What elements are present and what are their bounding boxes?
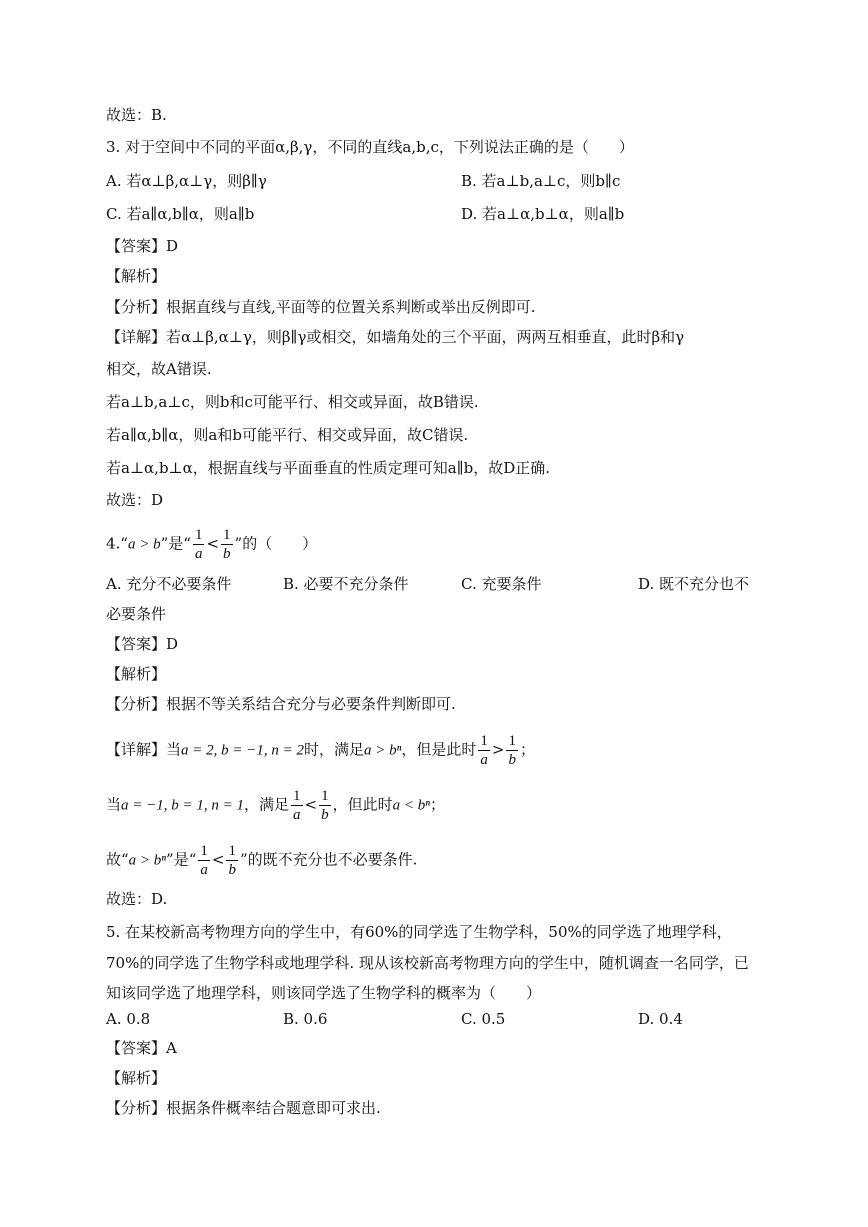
q4-detail-line xyxy=(106,787,764,824)
q4-option-d-cont: 必要条件 xyxy=(106,605,167,623)
q4-answer: 【答案】D xyxy=(106,635,179,653)
question-3-stem: 3. 对于空间中不同的平面α,β,γ，不同的直线a,b,c，下列说法正确的是（ ） xyxy=(106,138,634,156)
text: 4.“ xyxy=(106,534,128,553)
q3-option-c: C. 若a∥α,b∥α，则a∥b xyxy=(106,205,255,223)
q3-option-d: D. 若a⊥α,b⊥α，则a∥b xyxy=(461,205,625,223)
q5-option-d: D. 0.4 xyxy=(638,1010,683,1028)
numerator: 1 xyxy=(480,733,488,749)
text: ”的（ ） xyxy=(234,534,318,553)
q3-detail-line: 若a⊥b,a⊥c，则b和c可能平行、相交或异面，故B错误. xyxy=(106,393,479,411)
q3-detail-line: 相交，故A错误. xyxy=(106,360,212,378)
math-expression: a < bⁿ xyxy=(392,797,430,814)
q4-detail-line xyxy=(106,842,764,879)
text: 时，满足 xyxy=(304,740,365,759)
q4-option-d: D. 既不充分也不 xyxy=(638,575,750,593)
denominator: a xyxy=(194,546,203,562)
question-5-stem: 70%的同学选了生物学科或地理学科. 现从该校新高考物理方向的学生中，随机调查一名同学，已 xyxy=(106,954,749,972)
q4-analysis: 【分析】根据不等关系结合充分与必要条件判断即可. xyxy=(106,695,456,713)
denominator: b xyxy=(321,807,329,823)
fraction xyxy=(478,732,490,769)
question-4-stem xyxy=(106,526,764,563)
q5-answer: 【答案】A xyxy=(106,1039,177,1057)
operator: < xyxy=(304,795,318,814)
denominator: a xyxy=(200,862,208,878)
math-expression: a > bⁿ xyxy=(128,852,167,869)
text: ，但此时 xyxy=(332,795,393,814)
q3-analysis: 【分析】根据直线与直线,平面等的位置关系判断或举出反例即可. xyxy=(106,298,536,316)
q4-jiexi-heading: 【解析】 xyxy=(106,665,167,683)
q5-option-a: A. 0.8 xyxy=(106,1010,151,1028)
q5-jiexi-heading: 【解析】 xyxy=(106,1069,167,1087)
math-expression: a > bⁿ xyxy=(364,742,402,759)
fraction xyxy=(193,526,205,563)
q5-analysis: 【分析】根据条件概率结合题意即可求出. xyxy=(106,1099,381,1117)
q4-option-a: A. 充分不必要条件 xyxy=(106,575,232,593)
text: ”的既不充分也不必要条件. xyxy=(239,850,418,869)
text: ； xyxy=(429,795,445,814)
denominator: b xyxy=(508,752,516,768)
fraction xyxy=(226,842,238,879)
operator: < xyxy=(206,534,220,553)
numerator: 1 xyxy=(194,527,203,543)
q5-option-c: C. 0.5 xyxy=(461,1010,506,1028)
q3-option-b: B. 若a⊥b,a⊥c，则b∥c xyxy=(461,172,621,190)
q4-detail-line xyxy=(106,732,764,769)
text: 故“ xyxy=(106,850,129,869)
q3-option-a: A. 若α⊥β,α⊥γ，则β∥γ xyxy=(106,172,267,190)
text-line: 故选：B. xyxy=(106,106,167,124)
text: ，满足 xyxy=(244,795,290,814)
denominator: b xyxy=(223,546,231,562)
q3-jiexi-heading: 【解析】 xyxy=(106,267,167,285)
numerator: 1 xyxy=(293,788,301,804)
operator: > xyxy=(491,740,505,759)
q3-detail-line: 【详解】若α⊥β,α⊥γ，则β∥γ或相交，如墙角处的三个平面，两两互相垂直，此时β和γ xyxy=(106,328,685,346)
fraction xyxy=(319,787,331,824)
q4-option-b: B. 必要不充分条件 xyxy=(283,575,409,593)
math-expression: a > b xyxy=(127,536,161,553)
math-expression: a = −1, b = 1, n = 1 xyxy=(121,797,245,814)
q3-detail-line: 若a⊥α,b⊥α，根据直线与平面垂直的性质定理可知a∥b，故D正确. xyxy=(106,459,551,477)
numerator: 1 xyxy=(228,843,236,859)
text: 【详解】当 xyxy=(106,740,182,759)
text: ，但是此时 xyxy=(401,740,477,759)
math-expression: a = 2, b = −1, n = 2 xyxy=(181,742,305,759)
denominator: b xyxy=(228,862,236,878)
text: ”是“ xyxy=(160,534,191,553)
q3-detail-line: 若a∥α,b∥α，则a和b可能平行、相交或异面，故C错误. xyxy=(106,426,469,444)
q3-choice: 故选：D xyxy=(106,491,164,509)
denominator: a xyxy=(480,752,488,768)
fraction xyxy=(198,842,210,879)
denominator: a xyxy=(293,807,301,823)
text: ”是“ xyxy=(166,850,197,869)
q5-option-b: B. 0.6 xyxy=(283,1010,328,1028)
text: ； xyxy=(519,740,535,759)
q3-answer: 【答案】D xyxy=(106,237,179,255)
q4-option-c: C. 充要条件 xyxy=(461,575,542,593)
question-5-stem: 5. 在某校新高考物理方向的学生中，有60%的同学选了生物学科，50%的同学选了地理学科， xyxy=(106,923,732,941)
numerator: 1 xyxy=(508,733,516,749)
fraction xyxy=(291,787,303,824)
numerator: 1 xyxy=(200,843,208,859)
numerator: 1 xyxy=(321,788,329,804)
numerator: 1 xyxy=(223,527,231,543)
question-5-stem: 知该同学选了地理学科，则该同学选了生物学科的概率为（ ） xyxy=(106,984,542,1002)
q4-choice: 故选：D. xyxy=(106,890,168,908)
fraction xyxy=(221,526,233,563)
fraction xyxy=(506,732,518,769)
operator: < xyxy=(211,850,225,869)
text: 当 xyxy=(106,795,122,814)
